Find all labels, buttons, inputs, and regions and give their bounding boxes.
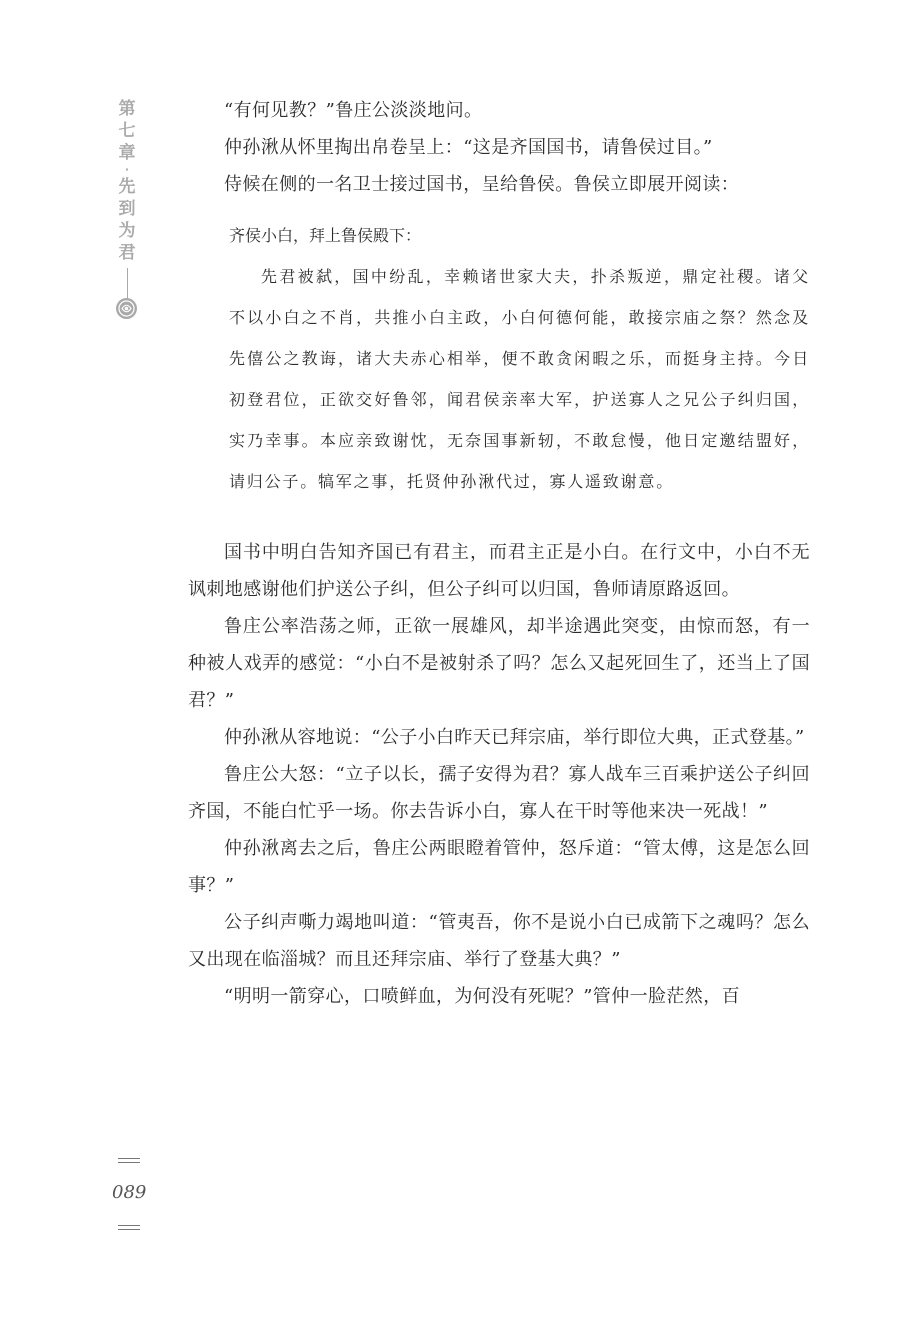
chapter-char: 第 [118,99,136,119]
chapter-title-vertical [114,98,140,314]
paragraph: 仲孙湫离去之后，鲁庄公两眼瞪着管仲，怒斥道：“管太傅，这是怎么回事？” [188,838,810,896]
chapter-char: 到 [118,199,136,219]
paragraph: 仲孙湫从怀里掏出帛卷呈上：“这是齐国国书，请鲁侯过目。” [224,137,713,158]
main-text [188,92,810,1015]
paragraph: 鲁庄公大怒：“立子以长，孺子安得为君？寡人战车三百乘护送公子纠回齐国，不能白忙乎一场。你去告诉小白，寡人在干时等他来决一死战！” [188,764,810,822]
paragraph: 公子纠声嘶力竭地叫道：“管夷吾，你不是说小白已成箭下之魂吗？怎么又出现在临淄城？而且还拜宗庙、举行了登基大典？” [188,912,810,970]
paragraph: 国书中明白告知齐国已有君主，而君主正是小白。在行文中，小白不无讽刺地感谢他们护送公子纠，但公子纠可以归国，鲁师请原路返回。 [188,542,810,600]
chapter-char: 七 [118,121,136,141]
ornament-seal-icon [116,298,137,319]
royal-letter [188,215,810,502]
paragraph: “明明一箭穿心，口喷鲜血，为何没有死呢？”管仲一脸茫然，百 [224,986,741,1007]
page-number: 089 [112,1182,147,1203]
paragraph: 仲孙湫从容地说：“公子小白昨天已拜宗庙，举行即位大典，正式登基。” [224,727,805,748]
paragraph: 侍候在侧的一名卫士接过国书，呈给鲁侯。鲁侯立即展开阅读： [224,174,740,195]
paragraph: 鲁庄公率浩荡之师，正欲一展雄风，却半途遇此突变，由惊而怒，有一种被人戏弄的感觉：“小白不是被射杀了吗？怎么又起死回生了，还当上了国君？” [188,616,810,711]
letter-salutation: 齐侯小白，拜上鲁侯殿下： [229,226,422,245]
chapter-char: 先 [118,177,136,197]
chapter-char: 为 [118,221,136,241]
chapter-separator: · [124,163,130,176]
letter-body: 先君被弑，国中纷乱，幸赖诸世家大夫，扑杀叛逆，鼎定社稷。诸父不以小白之不肖，共推小白主政，小白何德何能，敢接宗庙之祭？然念及先僖公之教诲，诸大夫赤心相举，便不敢贪闲暇之乐，而挺身主持。今日初登君位，正欲交好鲁邻，闻君侯亲率大军，护送寡人之兄公子纠归国，实乃幸事。本应亲致谢忱，无奈国事新轫，不敢怠慢，他日定邀结盟好，请归公子。犒军之事，托贤仲孙湫代过，寡人遥致谢意。 [229,267,810,491]
page-number-rule-top [118,1158,140,1163]
chapter-char: 章 [118,143,136,163]
page-number-block [112,1158,146,1230]
chapter-char: 君 [118,243,136,263]
paragraph: “有何见教？”鲁庄公淡淡地问。 [224,100,483,121]
page-number-rule-bottom [118,1225,140,1230]
